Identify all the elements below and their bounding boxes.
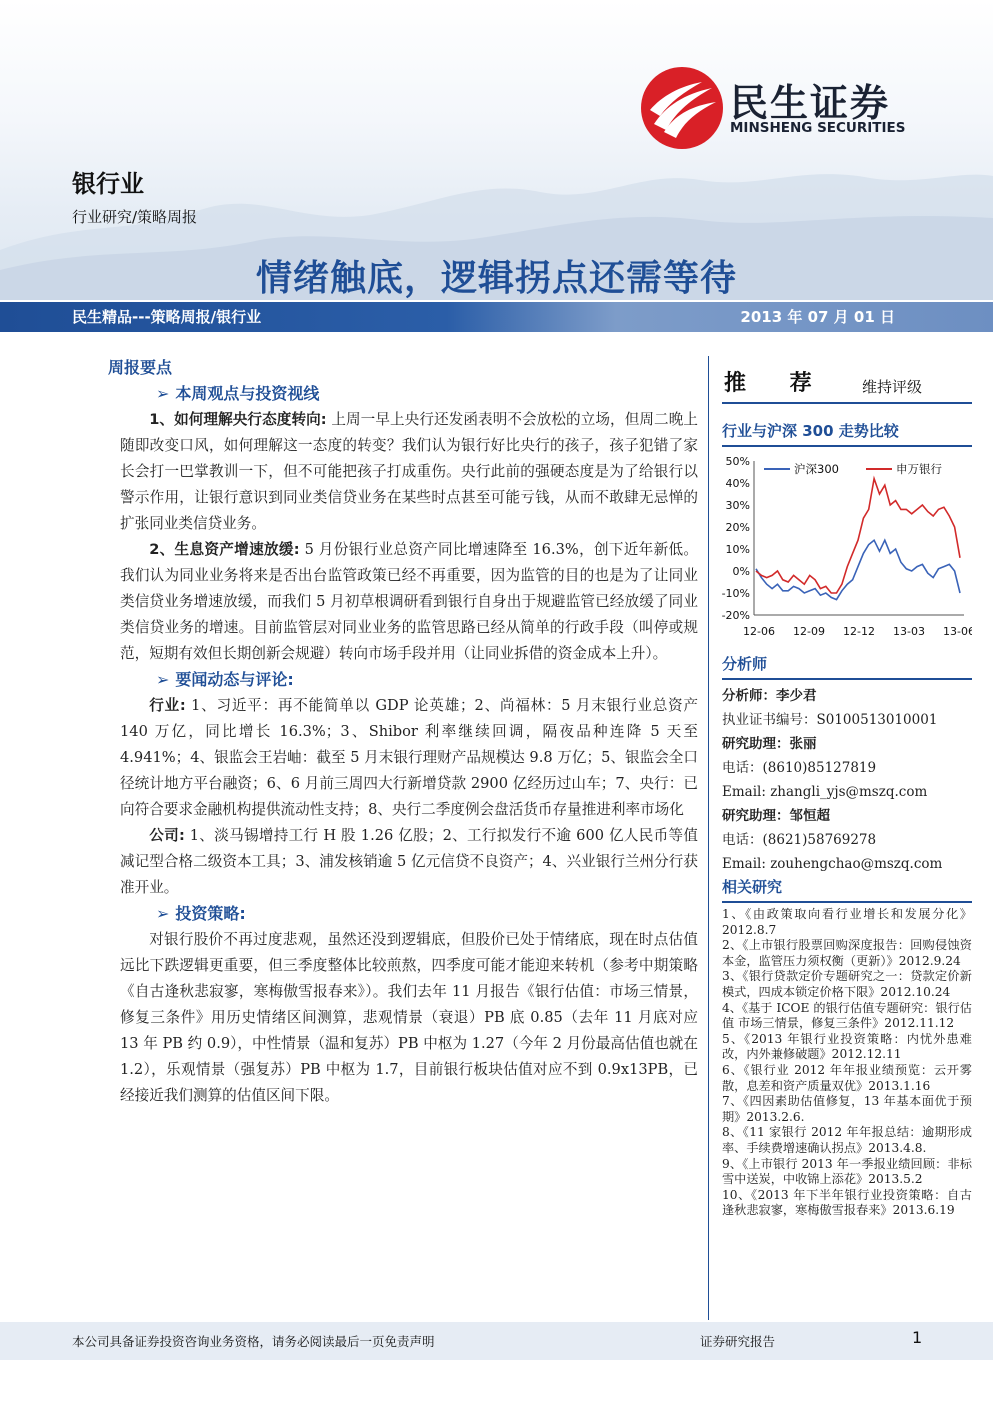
related-research-item: 5、《2013 年银行业投资策略：内忧外患难改，内外兼修破题》2012.12.11 (722, 1031, 972, 1062)
analyst-field-value: zouhengchao@mszq.com (770, 856, 943, 872)
analyst-line (722, 828, 972, 852)
analyst-info (722, 684, 972, 876)
analyst-field-label: 电话： (722, 832, 763, 848)
analyst-field-value: 李少君 (776, 688, 817, 704)
paragraph-lead: 1、如何理解央行态度转向: (149, 411, 327, 428)
industry-label: 银行业 (72, 170, 144, 198)
subheading-text: 本周观点与投资视线 (175, 384, 320, 403)
analyst-field-label: 研究助理： (722, 808, 790, 824)
logo-english-name: MINSHENG SECURITIES (730, 120, 906, 136)
related-research-item: 4、《基于 ICOE 的银行估值专题研究：银行估值 市场三情景，修复三条件》2012.11.12 (722, 1000, 972, 1031)
analyst-field-label: Email: (722, 784, 771, 800)
subheading-text: 投资策略: (175, 904, 246, 923)
analyst-field-value: 邹恒超 (789, 808, 830, 824)
related-research-item: 3、《银行贷款定价专题研究之一：贷款定价新模式，四成本锁定价格下限》2012.10.24 (722, 969, 972, 999)
arrow-icon: ➢ (156, 904, 170, 923)
related-research-item: 7、《四因素助估值修复，13 年基本面优于预期》2013.2.6. (722, 1094, 972, 1124)
paragraph-lead: 行业: (149, 697, 186, 714)
paragraph-body: 5 月份银行业总资产同比增速降至 16.3%，创下近年新低。我们认为同业业务将来是否出台监管政策已经不再重要，因为监管的目的也是为了让同业类信贷业务增速放缓，而我们 5 月初草根调研看到银行自身出于规避监管已经放缓了同业类信贷业务的增速。目前监管层对同业业务的监管思路已经从简单的行政手段（叫停或规范，短期有效但长期创新会规避）转向市场手段并用（让同业拆借的资金成本上升）。 (120, 541, 698, 662)
paragraph-body: 1、淡马锡增持工行 H 股 1.26 亿股；2、工行拟发行不逾 600 亿人民币等值减记型合格二级资本工具；3、浦发核销逾 5 亿元信贷不良资产；4、兴业银行兰州分行获准开业。 (120, 827, 698, 896)
y-tick-label: 10% (725, 543, 750, 556)
logo-chinese-name: 民生证券 (730, 81, 891, 125)
legend-label: 沪深300 (794, 462, 839, 476)
subheading-views (156, 381, 698, 407)
subheading-text: 要闻动态与评论: (175, 670, 294, 689)
trend-chart (722, 447, 972, 647)
related-research-item: 1、《由政策取向看行业增长和发展分化》2012.8.7 (722, 907, 972, 937)
y-tick-label: -20% (722, 609, 750, 622)
related-research-item: 6、《银行业 2012 年年报业绩预览：云开雾散，息差和资产质量双优》2013.1.16 (722, 1062, 972, 1093)
related-research-list (722, 907, 972, 1219)
recommendation-label: 推 荐 (724, 371, 830, 396)
analyst-line (722, 708, 972, 732)
chart-heading: 行业与沪深 300 走势比较 (722, 420, 972, 447)
analyst-line (722, 732, 972, 756)
paragraph-body: 1、习近平：再不能简单以 GDP 论英雄；2、尚福林：5 月末银行业总资产 140 万亿，同比增长 16.3%；3、Shibor 利率继续回调，隔夜品种连降 5 天至 4.941%；4、银监会王岩岫：截至 5 月末银行理财产品规模达 9.8 万亿；5、银监会全口径统计地方平台融资；6、6 月前三周四大行新增贷款 2900 亿经历过山车；7、央行：已向符合要求金融机构提供流动性支持；8、央行二季度例会盘活货币存量推进利率市场化 (120, 697, 698, 818)
related-research-item: 10、《2013 年下半年银行业投资策略：自古逢秋悲寂寥，寒梅傲雪报春来》2013.6.19 (722, 1187, 972, 1218)
paragraph-central-bank (120, 407, 698, 537)
y-tick-label: -10% (722, 587, 750, 600)
analyst-field-value: (8621)58769278 (762, 832, 877, 848)
related-research-heading: 相关研究 (722, 876, 972, 903)
band-series-label: 民生精品---策略周报/银行业 (72, 308, 262, 326)
y-tick-label: 20% (725, 521, 750, 534)
footer-disclaimer: 本公司具备证券投资咨询业务资格，请务必阅读最后一页免责声明 (72, 1334, 435, 1349)
legend-label: 申万银行 (896, 462, 942, 476)
analyst-heading: 分析师 (722, 653, 972, 680)
report-date: 2013 年 07 月 01 日 (740, 308, 895, 326)
paragraph-industry-news (120, 693, 698, 823)
analyst-field-label: 研究助理： (722, 736, 790, 752)
analyst-field-value: 张丽 (789, 736, 817, 752)
paragraph-body: 上周一早上央行还发函表明不会放松的立场，但周二晚上随即改变口风，如何理解这一态度的转变？我们认为银行好比央行的孩子，孩子犯错了家长会打一巴掌教训一下，但不可能把孩子打成重伤。央行此前的强硬态度是为了给银行以警示作用，让银行意识到同业类信贷业务在某些时点甚至可能亏钱，从而不敢肆无忌惮的扩张同业类信贷业务。 (120, 411, 698, 532)
rating-label: 维持评级 (862, 378, 923, 396)
report-title: 情绪触底，逻辑拐点还需等待 (255, 258, 737, 299)
analyst-field-value: (8610)85127819 (762, 760, 877, 776)
y-tick-label: 50% (725, 455, 750, 468)
paragraph-asset-growth (120, 537, 698, 667)
x-tick-label: 12-06 (743, 625, 775, 638)
analyst-field-value: zhangli_yjs@mszq.com (770, 784, 928, 800)
x-tick-label: 12-12 (843, 625, 875, 638)
trend-chart-svg (722, 447, 972, 647)
analyst-line (722, 804, 972, 828)
related-research-item: 9、《上市银行 2013 年一季报业绩回顾：非标雪中送炭，中收锦上添花》2013.5.2 (722, 1156, 972, 1187)
analyst-field-label: Email: (722, 856, 771, 872)
arrow-icon: ➢ (156, 670, 170, 689)
paragraph-company-news (120, 823, 698, 901)
paragraph-lead: 2、生息资产增速放缓: (149, 541, 300, 558)
report-type: 行业研究/策略周报 (72, 208, 198, 226)
arrow-icon: ➢ (156, 384, 170, 403)
related-research-item: 8、《11 家银行 2012 年年报总结：逾期形成率、手续费增速确认拐点》2013.4.8. (722, 1125, 972, 1155)
analyst-field-label: 执业证书编号： (722, 712, 817, 728)
y-tick-label: 0% (732, 565, 750, 578)
main-content (108, 355, 698, 1109)
related-research-item: 2、《上市银行股票回购深度报告：回购侵蚀资本金，监管压力须权衡（更新）》2012.9.24 (722, 938, 972, 968)
section-title: 周报要点 (108, 358, 173, 377)
y-tick-label: 30% (725, 499, 750, 512)
recommendation-row (722, 360, 972, 404)
analyst-line (722, 756, 972, 780)
footer-report-label: 证券研究报告 (700, 1334, 776, 1349)
column-divider (708, 356, 709, 1320)
x-tick-label: 13-03 (893, 625, 925, 638)
x-tick-label: 13-06 (943, 625, 972, 638)
minsheng-logo-icon (640, 66, 724, 150)
subheading-news (156, 667, 698, 693)
sidebar (722, 360, 972, 1219)
series-line-0 (756, 540, 960, 599)
analyst-field-label: 电话： (722, 760, 763, 776)
subheading-strategy (156, 901, 698, 927)
paragraph-strategy: 对银行股价不再过度悲观，虽然还没到逻辑底，但股价已处于情绪底，现在时点估值远比下跌逻辑更重要，但三季度整体比较煎熬，四季度可能才能迎来转机（参考中期策略《自古逢秋悲寂寥，寒梅傲雪报春来》）。我们去年 11 月报告《银行估值：市场三情景，修复三条件》用历史情绪区间测算，悲观情景（衰退）PB 底 0.85（去年 11 月底对应 13 年 PB 约 0.9），中性情景（温和复苏）PB 中枢为 1.27（今年 2 月份最高估值也就在 1.2），乐观情景（强复苏）PB 中枢为 1.7，目前银行板块估值对应不到 0.9x13PB，已经接近我们测算的估值区间下限。 (120, 931, 698, 1104)
series-line-1 (756, 479, 960, 593)
analyst-line (722, 780, 972, 804)
analyst-line (722, 684, 972, 708)
analyst-field-label: 分析师： (722, 688, 776, 704)
y-tick-label: 40% (725, 477, 750, 490)
page-number: 1 (912, 1328, 923, 1347)
x-tick-label: 12-09 (793, 625, 825, 638)
paragraph-lead: 公司: (149, 827, 185, 844)
analyst-field-value: S0100513010001 (816, 712, 938, 728)
analyst-line (722, 852, 972, 876)
